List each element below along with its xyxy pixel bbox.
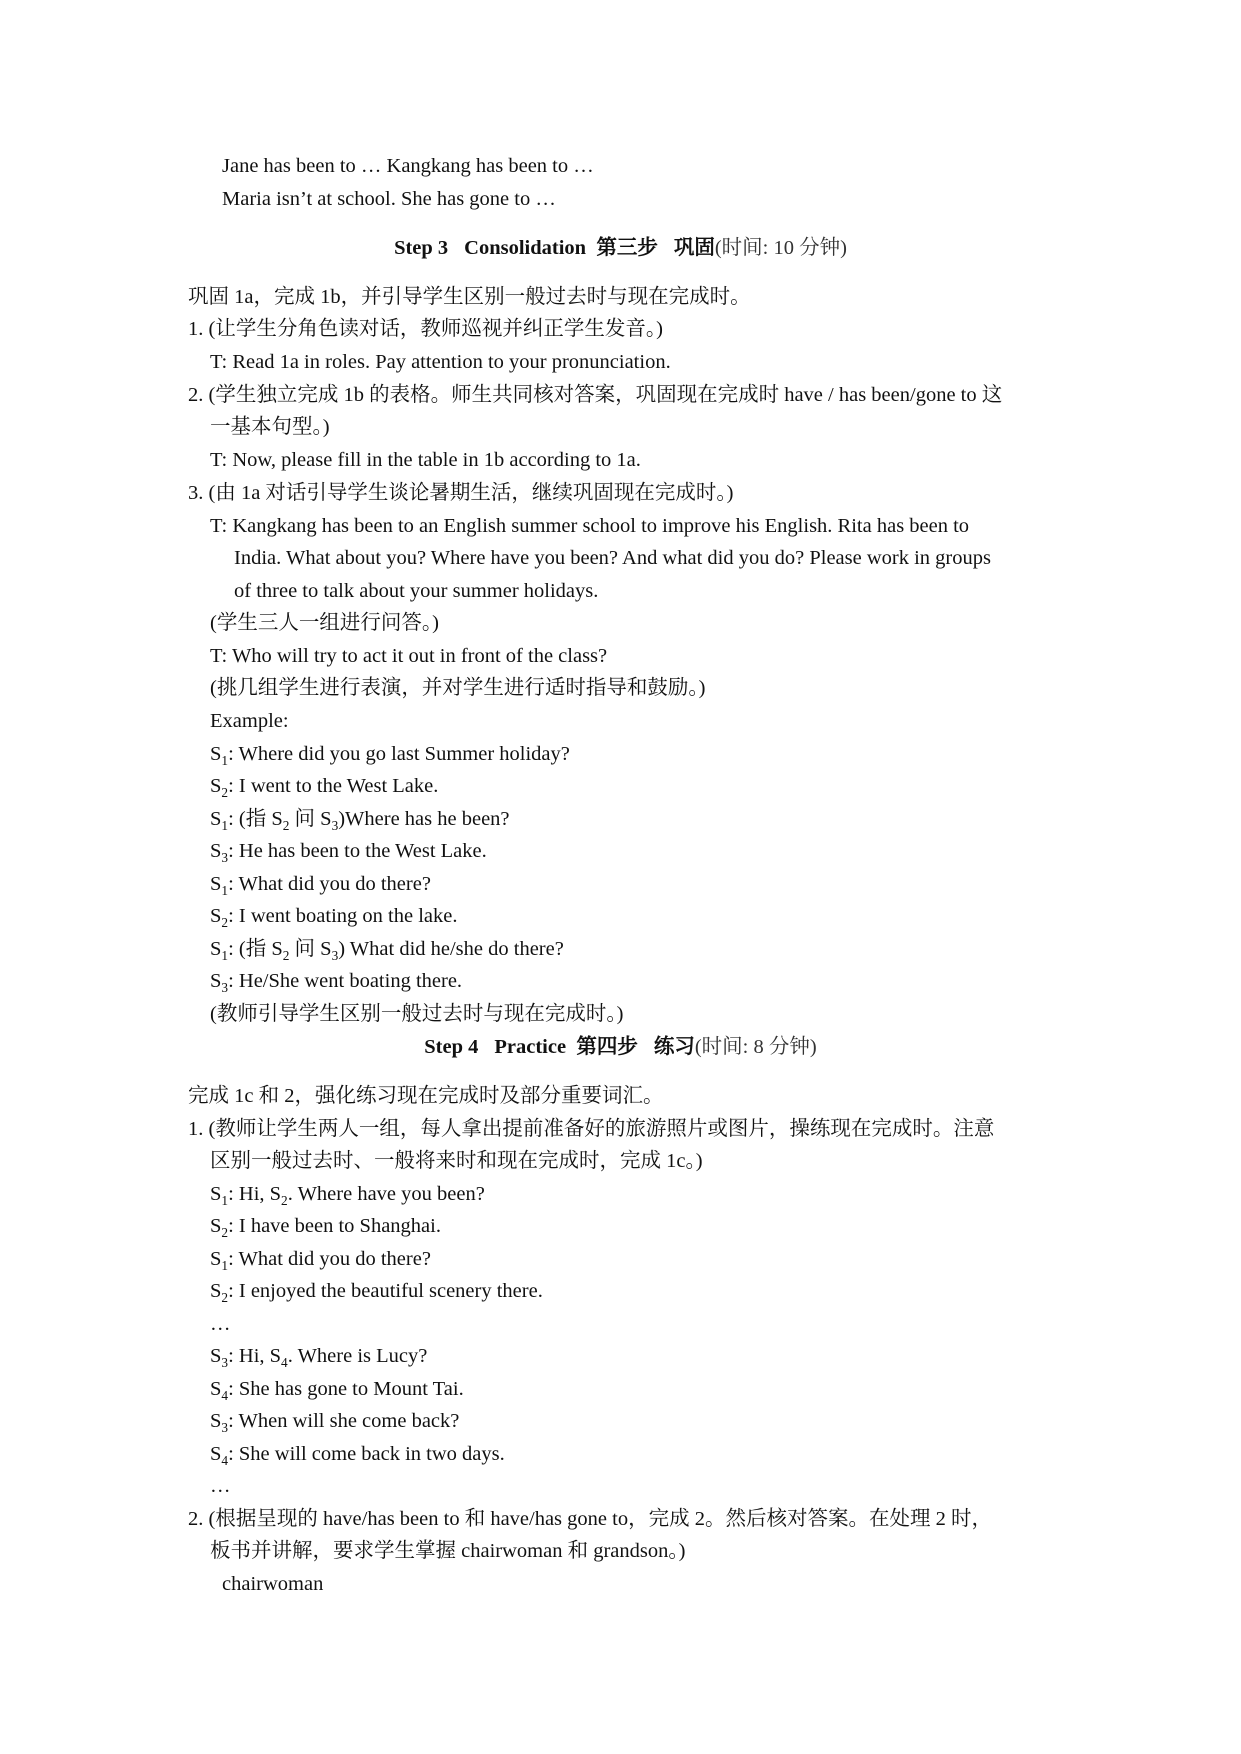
dialog-line: $S_1$: What did you do there? bbox=[210, 1248, 431, 1274]
step3-item3-note: 3. (由 1a 对话引导学生谈论暑期生活，继续巩固现在完成时。) bbox=[188, 482, 734, 504]
step-en-title: Consolidation bbox=[464, 237, 587, 259]
step3-closing-note: (教师引导学生区别一般过去时与现在完成时。) bbox=[210, 1003, 624, 1025]
dialog-line: $S_3$: He has been to the West Lake. bbox=[210, 840, 487, 866]
step4-item2-note-cont: 板书并讲解，要求学生掌握 chairwoman 和 grandson。) bbox=[210, 1540, 686, 1562]
teacher-line-cont: of three to talk about your summer holidays. bbox=[234, 580, 599, 602]
step-label: Step 3 bbox=[394, 237, 449, 259]
step-zh-step: 第三步 bbox=[596, 237, 658, 259]
dialog-line: $S_3$: He/She went boating there. bbox=[210, 970, 463, 996]
step-zh-title: 巩固 bbox=[673, 237, 715, 259]
text-line: Maria isn’t at school. She has gone to … bbox=[222, 188, 556, 210]
dialog-line: $S_2$: I went to the West Lake. bbox=[210, 775, 439, 801]
ellipsis: … bbox=[210, 1313, 231, 1335]
step3-note: (学生三人一组进行问答。) bbox=[210, 612, 439, 634]
text-line: Jane has been to … Kangkang has been to … bbox=[222, 155, 594, 177]
step4-item2-note: 2. (根据呈现的 have/has been to 和 have/has gone to，完成 2。然后核对答案。在处理 2 时， bbox=[188, 1508, 992, 1530]
step3-item1-note: 1. (让学生分角色读对话，教师巡视并纠正学生发音。) bbox=[188, 318, 663, 340]
dialog-line: $S_2$: I have been to Shanghai. bbox=[210, 1215, 441, 1241]
step4-heading bbox=[0, 1034, 1241, 1062]
teacher-line-cont: India. What about you? Where have you been? And what did you do? Please work in groups bbox=[234, 547, 991, 569]
vocab-word: chairwoman bbox=[222, 1573, 324, 1595]
dialog-line: $S_3$: Hi, $S_4$. Where is Lucy? bbox=[210, 1345, 428, 1371]
teacher-line: T: Who will try to act it out in front of the class? bbox=[210, 645, 608, 667]
step3-item2-note-cont: 一基本句型。) bbox=[210, 416, 330, 438]
step-zh-title: 练习 bbox=[653, 1036, 695, 1058]
dialog-line: $S_1$: (指 $S_2$ 问 $S_3)Where$ has he been? bbox=[210, 808, 510, 834]
step4-item1-note: 1. (教师让学生两人一组，每人拿出提前准备好的旅游照片或图片，操练现在完成时。注意 bbox=[188, 1118, 995, 1140]
dialog-line: $S_4$: She has gone to Mount Tai. bbox=[210, 1378, 464, 1404]
step-time: (时间: 8 分钟) bbox=[694, 1036, 817, 1058]
step-label: Step 4 bbox=[424, 1036, 479, 1058]
step-time: (时间: 10 分钟) bbox=[714, 237, 847, 259]
step3-note: (挑几组学生进行表演，并对学生进行适时指导和鼓励。) bbox=[210, 677, 706, 699]
dialog-line: $S_1$: Hi, $S_2$. Where have you been? bbox=[210, 1183, 485, 1209]
step3-item2-note: 2. (学生独立完成 1b 的表格。师生共同核对答案，巩固现在完成时 have / has been/gone to 这 bbox=[188, 384, 1003, 406]
dialog-line: $S_3$: When will she come back? bbox=[210, 1410, 460, 1436]
step4-intro: 完成 1c 和 2，强化练习现在完成时及部分重要词汇。 bbox=[188, 1085, 664, 1107]
dialog-line: $S_1$: What did you do there? bbox=[210, 873, 431, 899]
step3-intro: 巩固 1a，完成 1b，并引导学生区别一般过去时与现在完成时。 bbox=[188, 286, 751, 308]
ellipsis: … bbox=[210, 1475, 231, 1497]
dialog-line: $S_1$: Where did you go last Summer holiday? bbox=[210, 743, 570, 769]
teacher-line: T: Now, please fill in the table in 1b according to 1a. bbox=[210, 449, 641, 471]
teacher-line: T: Read 1a in roles. Pay attention to your pronunciation. bbox=[210, 351, 671, 373]
example-label: Example: bbox=[210, 710, 289, 732]
dialog-line: $S_1$: (指 $S_2$ 问 $S_3$) What did he/she do there? bbox=[210, 938, 564, 964]
dialog-line: $S_4$: She will come back in two days. bbox=[210, 1443, 505, 1469]
step4-item1-note-cont: 区别一般过去时、一般将来时和现在完成时，完成 1c。) bbox=[210, 1150, 703, 1172]
step-zh-step: 第四步 bbox=[576, 1036, 638, 1058]
step-en-title: Practice bbox=[494, 1036, 567, 1058]
dialog-line: $S_2$: I enjoyed the beautiful scenery there. bbox=[210, 1280, 543, 1306]
teacher-line: T: Kangkang has been to an English summer school to improve his English. Rita has been to bbox=[210, 515, 970, 537]
step3-heading bbox=[0, 235, 1241, 263]
dialog-line: $S_2$: I went boating on the lake. bbox=[210, 905, 458, 931]
